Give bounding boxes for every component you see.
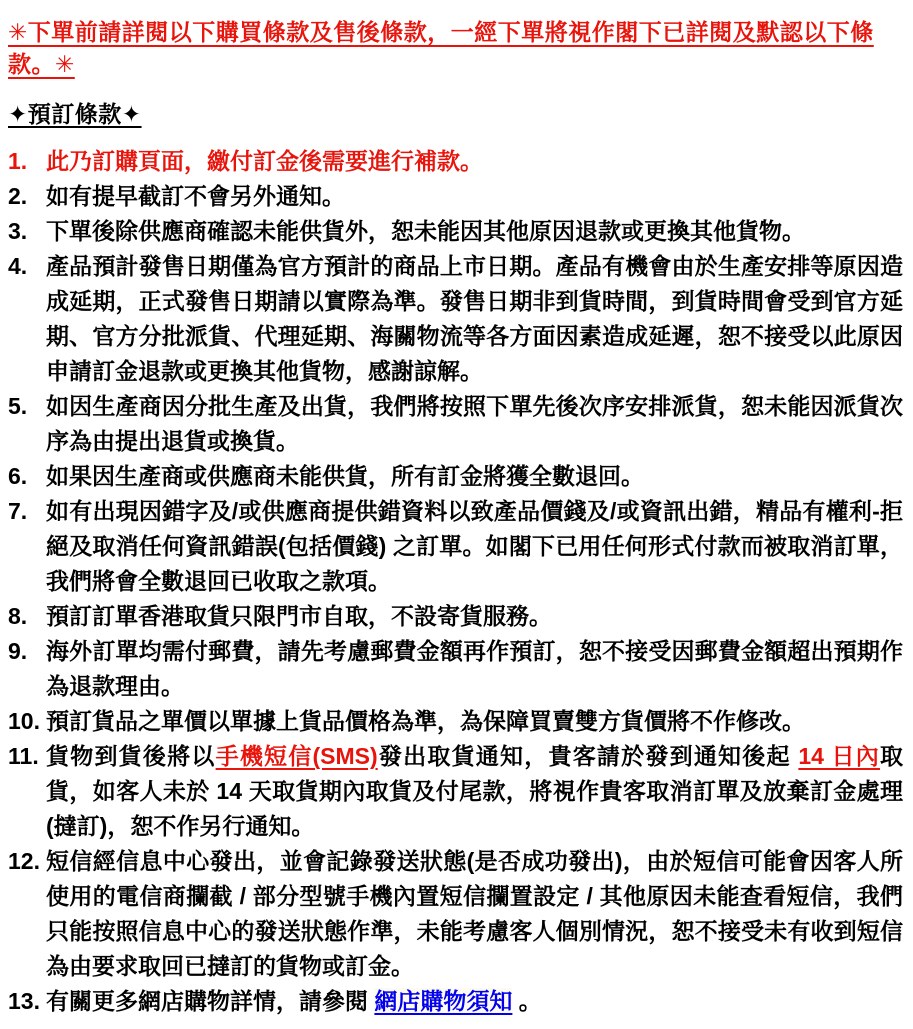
- term-text: [46, 459, 905, 494]
- term-text: [46, 494, 905, 599]
- term-number: 3.: [8, 218, 28, 244]
- term-number: 12.: [8, 848, 40, 874]
- highlighted-term: 14 日內: [798, 743, 881, 769]
- term-number: 1.: [8, 148, 28, 174]
- term-number: 11.: [8, 743, 39, 769]
- term-number: 2.: [8, 183, 28, 209]
- highlighted-term: 手機短信(SMS): [215, 743, 378, 769]
- term-text-segment: 短信經信息中心發出，並會記錄發送狀態(是否成功發出)，由於短信可能會因客人所使用的電信商攔截 / 部分型號手機內置短信攔置設定 / 其他原因未能查看短信，我們只能按照信息中心的發送狀態作準，未能考慮客人個別情況，恕不接受未有收到短信為由要求取回已撻訂的貨物或訂金。: [46, 848, 903, 979]
- term-number: 13.: [8, 988, 40, 1014]
- term-text-segment: 如有出現因錯字及/或供應商提供錯資料以致產品價錢及/或資訊出錯，精品有權利-拒絕及取消任何資訊錯誤(包括價錢) 之訂單。如閣下已用任何形式付款而被取消訂單，我們將會全數退回已收取之款項。: [46, 498, 903, 594]
- term-text-segment: 預訂貨品之單價以單據上貨品價格為準，為保障買賣雙方貨價將不作修改。: [46, 708, 805, 734]
- term-text: [46, 144, 905, 179]
- term-item: [8, 704, 905, 739]
- pre-order-warning-banner: ✳下單前請詳閱以下購買條款及售後條款，一經下單將視作閣下已詳閱及默認以下條款。✳: [8, 19, 874, 77]
- term-text: [46, 844, 905, 984]
- term-item: [8, 249, 905, 389]
- term-text: [46, 739, 905, 844]
- term-item: [8, 459, 905, 494]
- term-number: 10.: [8, 708, 40, 734]
- term-item: [8, 599, 905, 634]
- term-item: [8, 844, 905, 984]
- term-text: [46, 599, 905, 634]
- term-text-segment: 如果因生產商或供應商未能供貨，所有訂金將獲全數退回。: [46, 463, 644, 489]
- term-item: [8, 389, 905, 459]
- term-text: [46, 984, 905, 1019]
- term-number: 8.: [8, 603, 28, 629]
- term-text-segment: 如因生產商因分批生產及出貨，我們將按照下單先後次序安排派貨，恕未能因派貨次序為由提出退貨或換貨。: [46, 393, 903, 454]
- term-text-segment: 有關更多網店購物詳情，請參閱: [46, 988, 375, 1014]
- term-text-segment: 取貨，如客人未於 14 天取貨期內取貨及付尾款，將視作貴客取消訂單及放棄訂金處理(撻訂)，恕不作另行通知。: [46, 743, 904, 839]
- term-text-segment: 。: [512, 988, 542, 1014]
- term-text-segment: 海外訂單均需付郵費，請先考慮郵費金額再作預訂，恕不接受因郵費金額超出預期作為退款理由。: [46, 638, 903, 699]
- term-text-segment: 下單後除供應商確認未能供貨外，恕未能因其他原因退款或更換其他貨物。: [46, 218, 805, 244]
- section-title-preorder-terms: ✦預訂條款✦: [8, 101, 142, 127]
- term-text: [46, 214, 905, 249]
- term-text: [46, 634, 905, 704]
- term-item: [8, 494, 905, 599]
- term-number: 7.: [8, 498, 28, 524]
- term-item: [8, 214, 905, 249]
- term-item: [8, 984, 905, 1019]
- term-item: [8, 179, 905, 214]
- term-number: 6.: [8, 463, 28, 489]
- term-item: [8, 144, 905, 179]
- term-text-segment: 如有提早截訂不會另外通知。: [46, 183, 345, 209]
- term-text: [46, 249, 905, 389]
- terms-list: [8, 144, 905, 1019]
- term-text: [46, 179, 905, 214]
- term-text-segment: 貨物到貨後將以: [46, 743, 216, 769]
- term-text: [46, 389, 905, 459]
- term-text-segment: 發出取貨通知，貴客請於發到通知後起: [377, 743, 799, 769]
- term-text-segment: 產品預計發售日期僅為官方預計的商品上市日期。產品有機會由於生產安排等原因造成延期，正式發售日期請以實際為準。發售日期非到貨時間，到貨時間會受到官方延期、官方分批派貨、代理延期、海關物流等各方面因素造成延遲，恕不接受以此原因申請訂金退款或更換其他貨物，感謝諒解。: [46, 253, 903, 384]
- term-text: [46, 704, 905, 739]
- term-item: [8, 634, 905, 704]
- term-number: 9.: [8, 638, 28, 664]
- term-number: 4.: [8, 253, 28, 279]
- term-item: [8, 739, 905, 844]
- term-text-segment: 預訂訂單香港取貨只限門市自取，不設寄貨服務。: [46, 603, 552, 629]
- shop-notice-link[interactable]: 網店購物須知: [374, 988, 513, 1014]
- term-number: 5.: [8, 393, 28, 419]
- term-text-segment: 此乃訂購頁面，繳付訂金後需要進行補款。: [46, 148, 483, 174]
